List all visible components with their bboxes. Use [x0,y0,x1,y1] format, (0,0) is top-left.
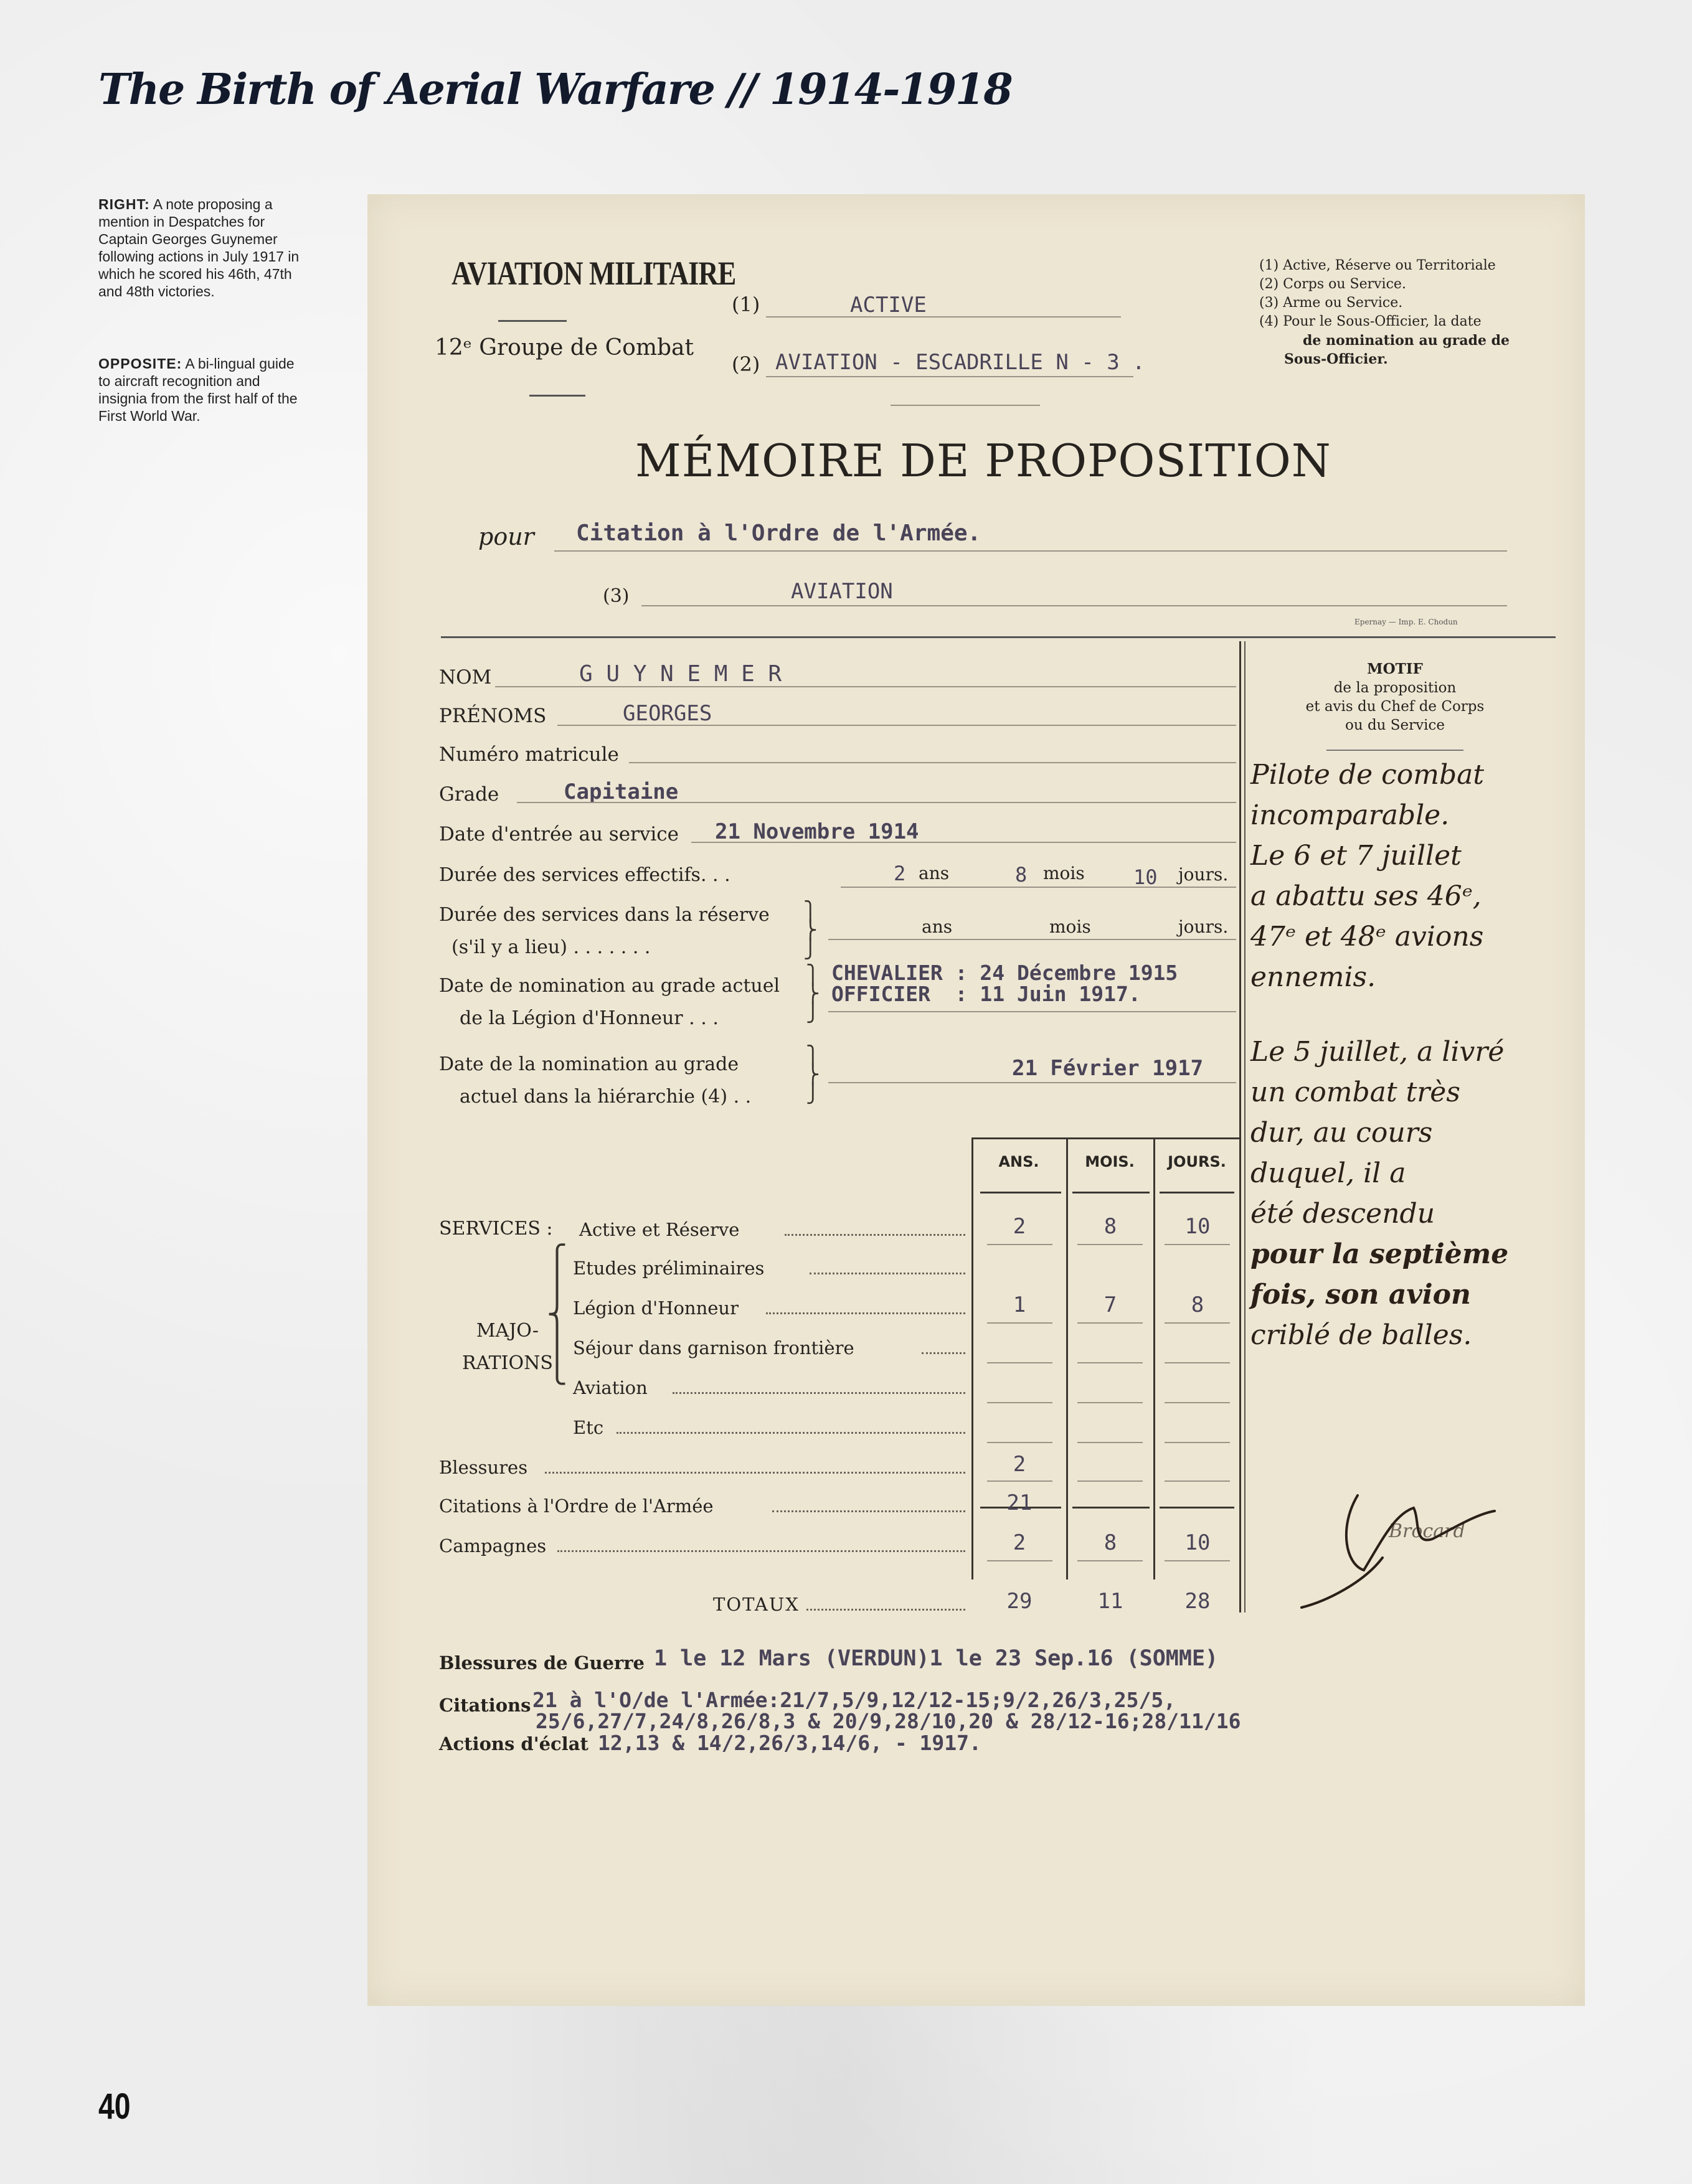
leader-dots [922,1352,965,1354]
cell-line [1077,1362,1143,1363]
printer-mark: Epernay — Imp. E. Chodun [1354,618,1458,626]
table-totals-line [1072,1507,1150,1509]
hier-value: 21 Février 1917 [1012,1056,1204,1081]
page-title: The Birth of Aerial Warfare // 1914-1918 [98,65,1012,115]
total-mois: 11 [1097,1589,1123,1614]
note-6: Sous-Officier. [1284,351,1388,367]
field3-num: (3) [603,585,630,607]
doc-org: AVIATION MILITAIRE [451,255,736,292]
citations-value-2: 25/6,27/7,24/8,26/8,3 & 20/9,28/10,20 & 28/12-16;28/11/16 [536,1709,1241,1733]
cell-mois: 8 [1104,1214,1117,1239]
table-top-line [971,1137,1239,1139]
prenoms-label: PRÉNOMS [439,705,547,727]
cell-ans: 2 [1013,1530,1026,1555]
cell-line [1077,1480,1143,1482]
grade-value: Capitaine [564,779,679,804]
cell-ans: 2 [1013,1214,1026,1239]
duree-mois-value: 8 [1015,863,1028,887]
note-1: (1) Active, Réserve ou Territoriale [1259,258,1496,273]
cell-line [1077,1244,1143,1245]
total-ans: 29 [1006,1589,1033,1614]
cell-mois: 8 [1104,1530,1117,1555]
divider [529,395,585,397]
duree-mois-label: mois [1043,863,1085,883]
brace: ⎫ ⎬ ⎭ [806,964,820,1024]
actions-value: 12,13 & 14/2,26/3,14/6, - 1917. [598,1731,981,1755]
citations-label: Citations [439,1695,531,1716]
citations-value-1: 21 à l'O/de l'Armée:21/7,5/9,12/12-15;9/2,26/3,25/5, [532,1688,1176,1712]
leader-dots [806,1609,965,1611]
duree-jours-value: 10 [1133,865,1158,889]
totaux-label: TOTAUX [713,1594,800,1615]
cell-mois: 7 [1104,1292,1117,1317]
row-label: Active et Réserve [579,1219,740,1240]
field1-value: ACTIVE [850,293,927,318]
brace: ⎫ ⎬ ⎭ [806,1045,820,1104]
row-label: Blessures [439,1457,528,1478]
caption-opposite-label: OPPOSITE: [98,355,182,372]
table-col-line [1153,1137,1155,1579]
hw-line: Le 6 et 7 juillet [1250,840,1462,872]
cell-line [987,1480,1052,1482]
note-2: (2) Corps ou Service. [1259,276,1406,292]
row-label: Etc [573,1417,604,1438]
cell-line [987,1244,1052,1245]
caption-right-text: A note proposing a mention in Despatches for Captain Georges Guynemer following actions in July 1917 in which he scored his 46th, 47th and 48th victories. [98,196,300,299]
section-rule [441,636,1556,638]
cell-line [1165,1402,1230,1403]
blessures-label: Blessures de Guerre [439,1652,645,1673]
cell-line [1165,1362,1230,1363]
reserve-label-2: (s'il y a lieu) . . . . . . . [451,936,651,958]
field2-num: (2) [732,352,760,376]
duree-ans-label: ans [919,863,950,883]
hw-line: un combat très [1250,1076,1460,1108]
cell-line [1077,1560,1143,1561]
row-label: Campagnes [439,1535,547,1556]
cell-line [1077,1442,1143,1443]
reserve-mois: mois [1049,916,1091,937]
divider [498,320,567,322]
duree-label: Durée des services effectifs. . . [439,864,730,886]
majorations-brace: ⎧ ⎪ ⎨ ⎪ ⎩ [547,1244,567,1385]
page-number: 40 [98,2086,131,2127]
doc-title: MÉMOIRE DE PROPOSITION [635,435,1331,487]
actions-label: Actions d'éclat [439,1733,588,1754]
matricule-label: Numéro matricule [439,743,619,766]
table-header-jours: JOURS. [1168,1153,1226,1170]
duree-jours-label: jours. [1178,864,1229,885]
table-col-line [1066,1137,1068,1579]
divider [1326,750,1463,751]
table-col-line [971,1137,973,1579]
cell-line [1077,1402,1143,1403]
cell-line [1165,1560,1230,1561]
cell-line [987,1402,1052,1403]
grade-label: Grade [439,783,499,806]
signature-flourish [1289,1477,1551,1614]
reserve-ans: ans [922,916,953,937]
matricule-line [629,762,1236,763]
leader-dots [810,1273,965,1274]
header-notes [1259,257,1571,369]
leader-dots [766,1312,965,1314]
signature: Brocard [1389,1520,1465,1542]
duree-line [841,887,1236,888]
caption-opposite [98,355,310,425]
prenoms-value: GEORGES [623,701,712,726]
cell-line [987,1362,1052,1363]
hw-line: duquel, il a [1250,1157,1406,1189]
leader-dots [785,1234,965,1236]
motif-heading-1: MOTIF [1367,661,1423,677]
hier-line [828,1082,1236,1083]
hw-line: Le 5 juillet, a livré [1250,1036,1505,1068]
hw-line: été descendu [1250,1198,1435,1230]
note-3: (3) Arme ou Service. [1259,295,1403,311]
table-header-ans: ANS. [998,1153,1039,1170]
cell-jours: 8 [1191,1292,1204,1317]
leader-dots [545,1472,965,1474]
caption-right-label: RIGHT: [98,196,150,212]
cell-ans: 1 [1013,1292,1026,1317]
cell-line [987,1322,1052,1324]
row-label: Aviation [573,1377,648,1398]
prenoms-line [557,725,1236,726]
note-4: (4) Pour le Sous-Officier, la date [1259,314,1482,329]
legion-label-2: de la Légion d'Honneur . . . [460,1007,719,1029]
majorations-label-2: RATIONS [462,1352,553,1374]
field1-line [766,316,1121,318]
field1-num: (1) [732,293,760,316]
citations-values [532,1690,1241,1732]
divider [891,405,1040,406]
table-header-underline [1160,1192,1234,1193]
nom-value: G U Y N E M E R [579,661,782,687]
field2-value: AVIATION - ESCADRILLE N - 3 . [775,350,1145,375]
cell-line [987,1560,1052,1561]
services-label: SERVICES : [439,1218,553,1240]
hw-line: pour la septième [1250,1238,1509,1270]
motif-divider-2 [1244,641,1245,1612]
hw-line: a abattu ses 46ᵉ, [1250,880,1482,912]
motif-divider [1239,641,1241,1612]
cell-jours: 10 [1184,1530,1211,1555]
field2-line [766,376,1133,377]
cell-line [1165,1244,1230,1245]
motif-heading-2: de la proposition [1333,680,1457,696]
hw-line: 47ᵉ et 48ᵉ avions [1250,921,1484,953]
legion-values [831,963,1178,1005]
legion-label-1: Date de nomination au grade actuel [439,975,780,997]
row-label: Etudes préliminaires [573,1258,765,1279]
reserve-line [828,939,1236,940]
motif-handwriting [1250,755,1574,1355]
hier-label-1: Date de la nomination au grade [439,1053,739,1075]
motif-heading-3: et avis du Chef de Corps [1305,699,1485,715]
grade-line [517,802,1236,803]
pour-value: Citation à l'Ordre de l'Armée. [576,520,981,546]
majorations-label-1: MAJO- [476,1320,539,1342]
cell-jours: 10 [1184,1214,1211,1239]
leader-dots [557,1550,965,1552]
hw-line: dur, au cours [1250,1117,1433,1149]
cell-line [1077,1322,1143,1324]
hw-line: ennemis. [1250,961,1376,993]
nom-line [495,686,1236,687]
hier-label-2: actuel dans la hiérarchie (4) . . [460,1086,752,1108]
note-5: de nomination au grade de [1303,332,1510,349]
leader-dots [772,1510,965,1512]
table-header-underline [1072,1192,1150,1193]
cell-line [1165,1480,1230,1482]
table-header-mois: MOIS. [1085,1153,1135,1170]
legion-line [828,1011,1236,1012]
motif-heading-4: ou du Service [1345,717,1445,733]
table-totals-line [1160,1507,1234,1509]
field3-line [641,605,1507,606]
cell-line [1165,1322,1230,1324]
entree-line [691,842,1236,843]
hw-line: criblé de balles. [1250,1319,1472,1351]
blessures-value: 1 le 12 Mars (VERDUN)1 le 23 Sep.16 (SOMME) [654,1646,1219,1671]
entree-label: Date d'entrée au service [439,823,679,845]
reserve-jours: jours. [1178,916,1229,937]
archival-document [367,194,1585,2006]
brace: ⎫ ⎬ ⎭ [803,901,818,960]
table-header-underline [980,1192,1061,1193]
caption-right [98,195,310,300]
majorations-label [462,1315,553,1380]
pour-line [554,550,1507,552]
leader-dots [673,1392,965,1394]
row-label: Séjour dans garnison frontière [573,1337,854,1358]
nom-label: NOM [439,666,492,689]
cell-line [987,1442,1052,1443]
row-label: Légion d'Honneur [573,1297,739,1319]
doc-group: 12ᵉ Groupe de Combat [435,335,694,360]
leader-dots [617,1432,965,1434]
total-jours: 28 [1184,1589,1211,1614]
row-label: Citations à l'Ordre de l'Armée [439,1495,714,1517]
pour-label: pour [478,523,534,550]
field3-value: AVIATION [791,579,893,604]
motif-heading [1264,660,1526,735]
legion-value-2: OFFICIER : 11 Juin 1917. [831,982,1141,1006]
cell-ans: 2 [1013,1452,1026,1477]
hw-line: incomparable. [1250,799,1450,831]
hw-line: fois, son avion [1250,1279,1471,1311]
cell-ans: 21 [1006,1490,1033,1515]
caption-opposite-text: A bi-lingual guide to aircraft recognition and insignia from the first half of the First World War. [98,355,298,424]
duree-ans-value: 2 [894,862,906,885]
cell-line [1165,1442,1230,1443]
entree-value: 21 Novembre 1914 [715,819,919,844]
reserve-label-1: Durée des services dans la réserve [439,904,770,926]
legion-value-1: CHEVALIER : 24 Décembre 1915 [831,961,1178,985]
hw-line: Pilote de combat [1250,759,1485,791]
